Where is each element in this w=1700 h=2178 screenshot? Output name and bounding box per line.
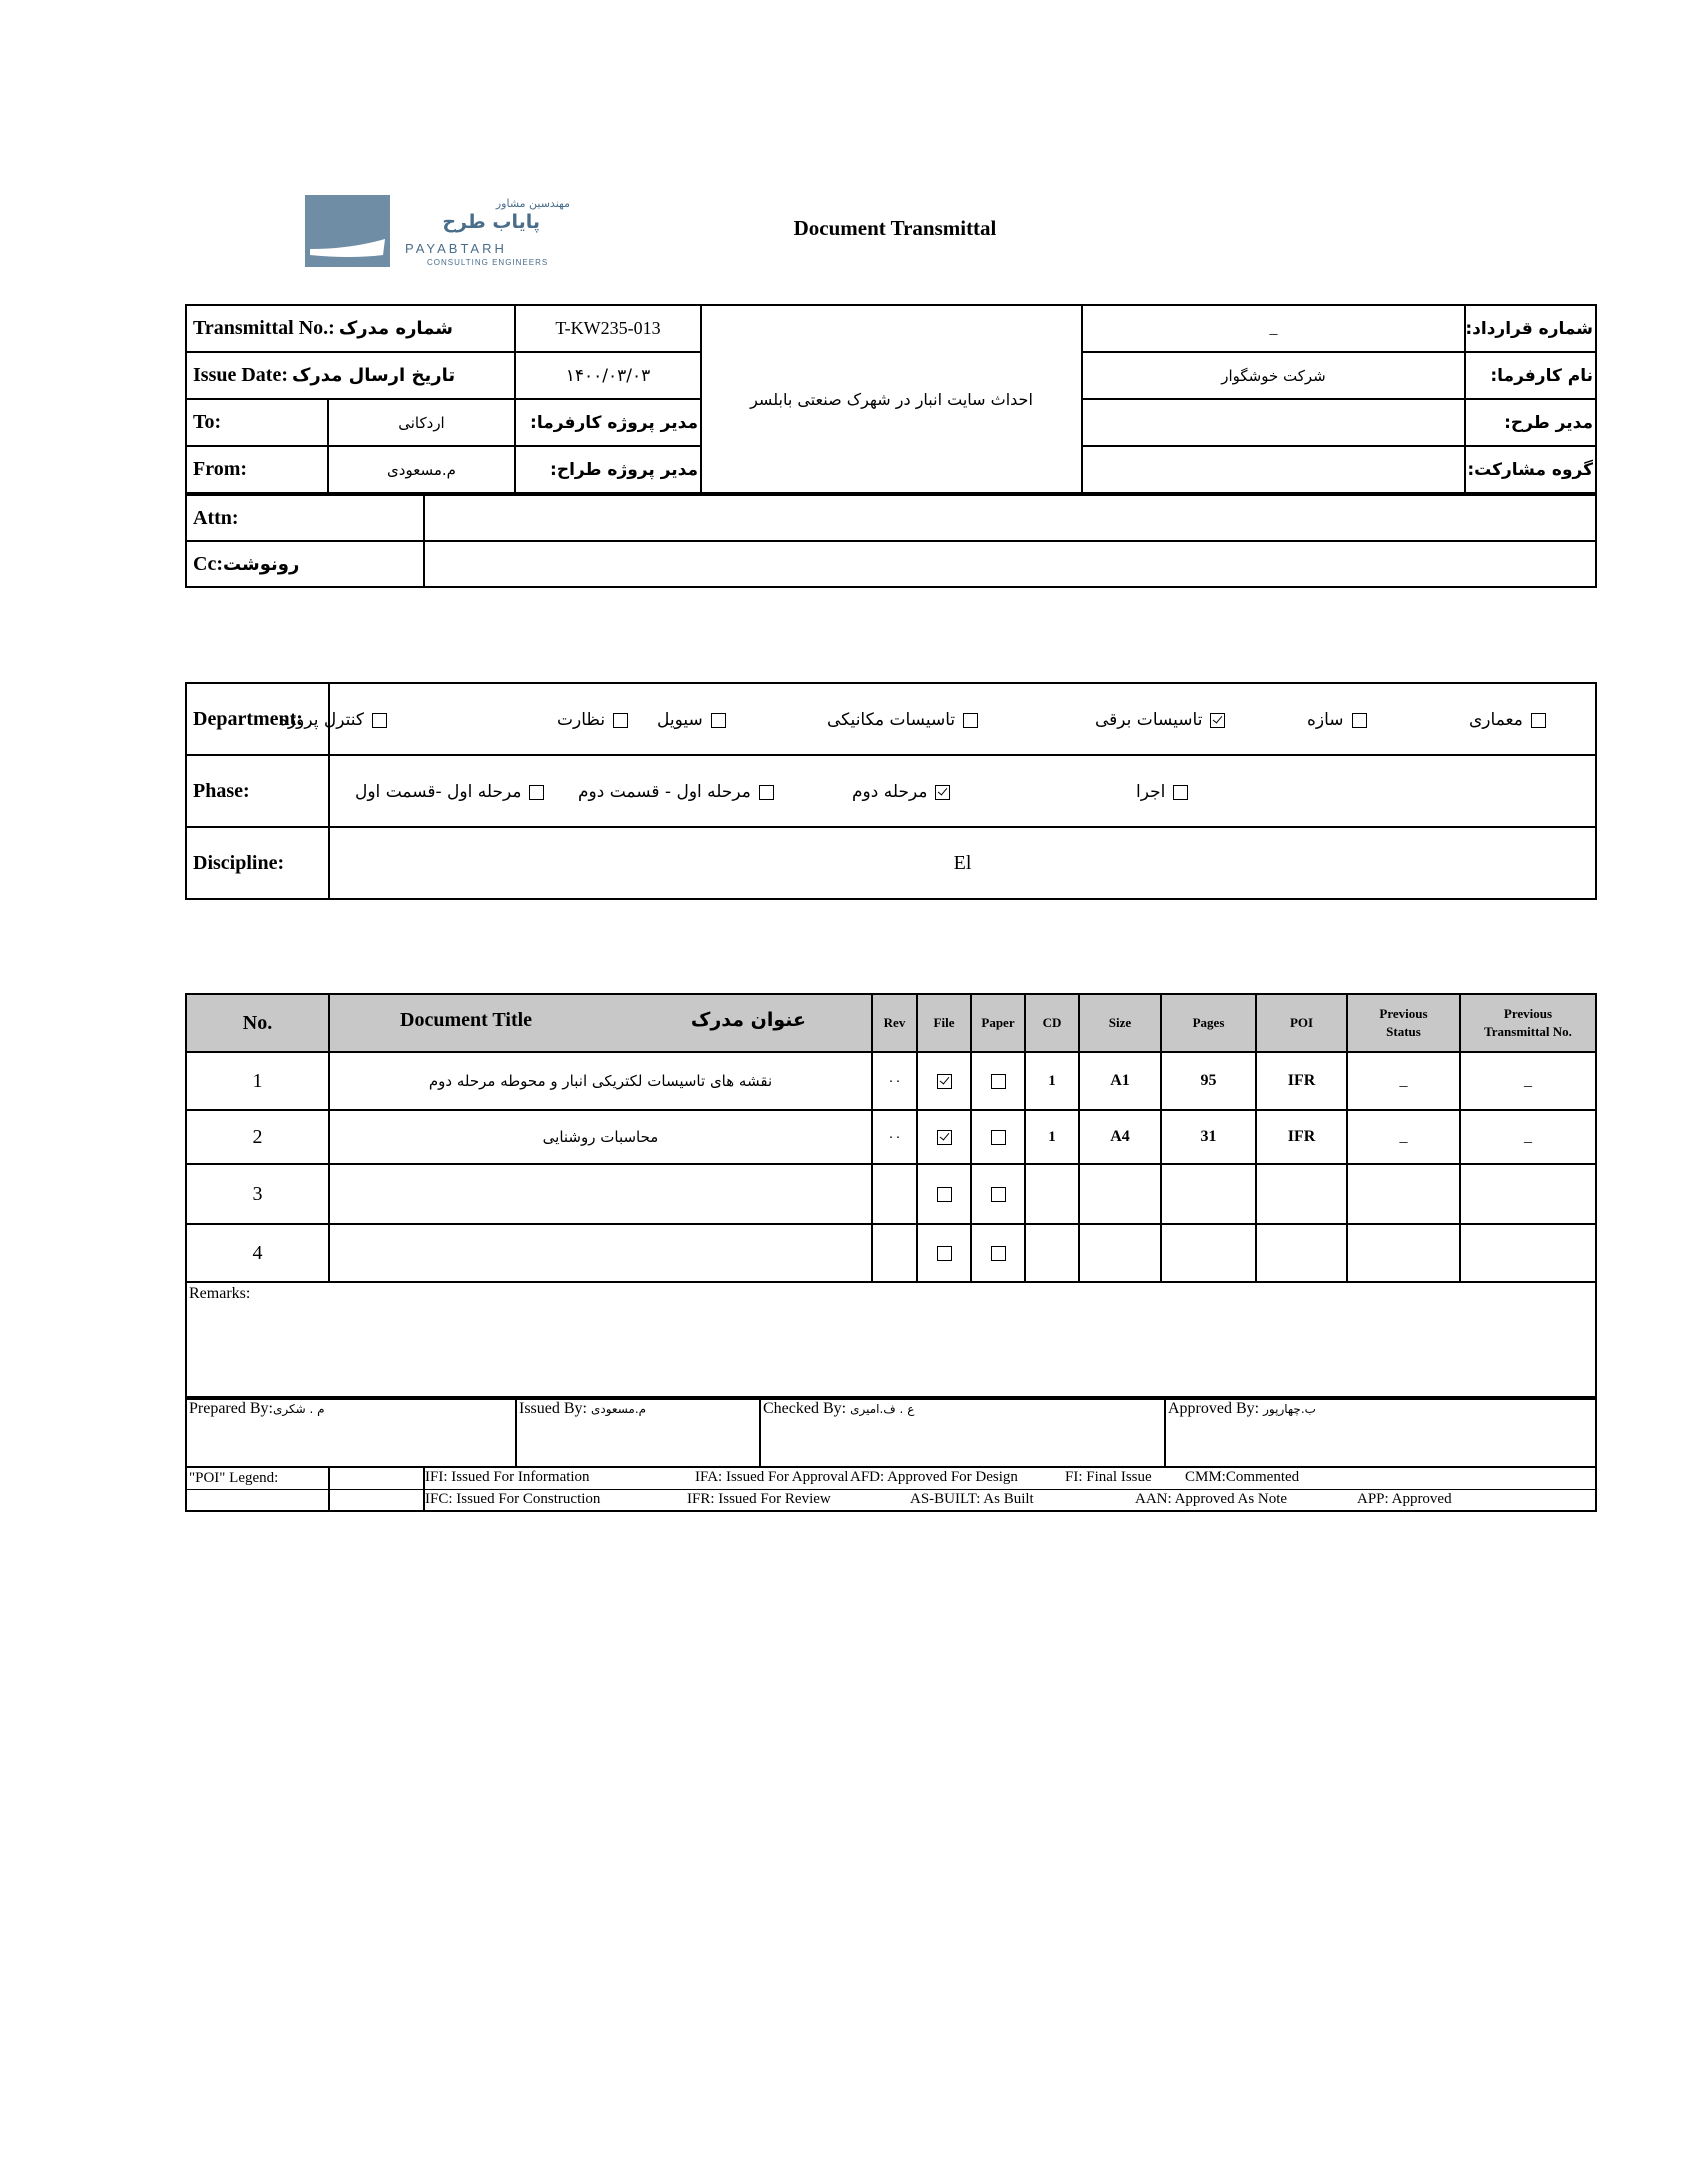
phase-option[interactable]: [1136, 756, 1188, 828]
row-pages: [1161, 1224, 1256, 1282]
row-no: 3: [186, 1164, 329, 1224]
contract-no-label: شماره قرارداد:: [1465, 305, 1596, 352]
checkbox-icon[interactable]: [937, 1246, 952, 1261]
poi-legend-entry: IFI: Issued For Information: [425, 1469, 590, 1485]
row-paper-cell: [971, 1164, 1025, 1224]
department-option[interactable]: [1095, 684, 1225, 756]
col-header-title: [329, 994, 872, 1052]
department-option-label: سازه: [1307, 710, 1344, 730]
checkbox-icon[interactable]: [529, 785, 544, 800]
department-option-label: تاسیسات مکانیکی: [827, 710, 956, 730]
classification-table: [185, 682, 1597, 900]
issue-date-label-en: Issue Date:: [193, 364, 288, 386]
logo-emblem-icon: [305, 195, 390, 267]
phase-option[interactable]: [355, 756, 544, 828]
checked-checkbox-icon[interactable]: [935, 785, 950, 800]
cc-label-cell: [186, 541, 424, 587]
checked-by-value: ع . ف.امیری: [850, 1402, 915, 1416]
row-file-cell: [917, 1110, 971, 1164]
row-prev-status: _: [1347, 1110, 1460, 1164]
row-no: 4: [186, 1224, 329, 1282]
prepared-by-label: Prepared By:: [189, 1400, 273, 1417]
table-row: [186, 1164, 1596, 1224]
department-option-label: نظارت: [557, 710, 606, 730]
poi-legend-entry: CMM:Commented: [1185, 1469, 1300, 1485]
row-pages: 31: [1161, 1110, 1256, 1164]
to-label: To:: [186, 399, 328, 446]
checked-checkbox-icon[interactable]: [937, 1074, 952, 1089]
row-cd: 1: [1025, 1110, 1079, 1164]
row-title: [329, 1164, 872, 1224]
prepared-by-cell: [186, 1397, 516, 1467]
checkbox-icon[interactable]: [1352, 713, 1367, 728]
client-pm-label: مدیر پروژه کارفرما:: [515, 399, 701, 446]
col-header-prev-status-line2: Status: [1386, 1024, 1421, 1039]
col-header-title-en: Document Title: [400, 1009, 533, 1031]
issue-date-label-fa: تاریخ ارسال مدرک: [292, 365, 456, 386]
poi-legend-label: "POI" Legend:: [186, 1467, 329, 1489]
department-option[interactable]: [279, 684, 387, 756]
from-value: م.مسعودی: [328, 446, 515, 493]
col-header-size: Size: [1079, 994, 1161, 1052]
department-option-label: سیویل: [657, 710, 703, 730]
prepared-by-value: م . شکری: [272, 1402, 325, 1416]
transmittal-no-value: T-KW235-013: [515, 305, 701, 352]
checkbox-icon[interactable]: [1173, 785, 1188, 800]
issue-date-label-cell: [186, 352, 515, 399]
designer-pm-label: مدیر پروژه طراح:: [515, 446, 701, 493]
design-manager-value: [1082, 399, 1465, 446]
row-size: [1079, 1164, 1161, 1224]
department-options: [279, 683, 1596, 755]
poi-legend-entry: AAN: Approved As Note: [1135, 1490, 1288, 1507]
phase-option-label: مرحله دوم: [852, 782, 928, 802]
table-row: [186, 1110, 1596, 1164]
table-row: [186, 1224, 1596, 1282]
department-option[interactable]: [1469, 684, 1546, 756]
row-pages: 95: [1161, 1052, 1256, 1110]
checkbox-icon[interactable]: [991, 1130, 1006, 1145]
cc-label-fa: رونوشت: [222, 553, 300, 575]
approved-by-cell: [1165, 1397, 1596, 1467]
col-header-cd: CD: [1025, 994, 1079, 1052]
row-prev-status: _: [1347, 1052, 1460, 1110]
transmittal-no-label-fa: شماره مدرک: [338, 318, 453, 339]
row-prev-transmittal: [1460, 1164, 1596, 1224]
row-size: A1: [1079, 1052, 1161, 1110]
checked-by-label: Checked By:: [763, 1400, 847, 1417]
row-rev: ۰۰: [872, 1110, 917, 1164]
cc-label-en: Cc:: [193, 552, 223, 575]
checkbox-icon[interactable]: [963, 713, 978, 728]
col-header-rev: Rev: [872, 994, 917, 1052]
department-option-label: کنترل پروژه: [279, 710, 364, 730]
row-title: نقشه های تاسیسات لکتریکی انبار و محوطه مرحله دوم: [329, 1052, 872, 1110]
col-header-prev-transmittal-line2: Transmittal No.: [1484, 1024, 1572, 1039]
remarks-label: Remarks:: [189, 1285, 251, 1302]
row-no: 1: [186, 1052, 329, 1110]
approved-by-label: Approved By:: [1168, 1400, 1260, 1417]
row-cd: [1025, 1224, 1079, 1282]
attn-value: [424, 495, 1596, 541]
row-prev-transmittal: _: [1460, 1052, 1596, 1110]
poi-legend-line1: [424, 1467, 1596, 1489]
row-rev: ۰۰: [872, 1052, 917, 1110]
approved-by-value: ب.چهارپور: [1263, 1402, 1316, 1416]
row-paper-cell: [971, 1110, 1025, 1164]
row-no: 2: [186, 1110, 329, 1164]
poi-legend-empty: [186, 1489, 329, 1511]
poi-legend-table: [185, 1466, 1597, 1512]
col-header-prev-transmittal: [1460, 994, 1596, 1052]
phase-options: [329, 755, 1596, 827]
phase-label: Phase:: [186, 755, 329, 827]
client-label: نام کارفرما:: [1465, 352, 1596, 399]
row-prev-status: [1347, 1224, 1460, 1282]
poi-legend-entry: AFD: Approved For Design: [850, 1469, 1018, 1485]
attn-cc-table: [185, 494, 1597, 588]
poi-legend-entry: IFA: Issued For Approval: [695, 1469, 849, 1485]
poi-legend-spacer-2: [329, 1489, 424, 1511]
row-prev-status: [1347, 1164, 1460, 1224]
checkbox-icon[interactable]: [711, 713, 726, 728]
row-size: [1079, 1224, 1161, 1282]
checked-checkbox-icon[interactable]: [1210, 713, 1225, 728]
header-info-table: [185, 304, 1597, 494]
row-rev: [872, 1164, 917, 1224]
logo-fa-line2: پایاب طرح: [442, 211, 540, 233]
discipline-label: Discipline:: [186, 827, 329, 899]
col-header-no: No.: [186, 994, 329, 1052]
row-rev: [872, 1224, 917, 1282]
row-prev-transmittal: [1460, 1224, 1596, 1282]
department-option[interactable]: [657, 684, 726, 756]
phase-option-label: مرحله اول - قسمت دوم: [578, 782, 751, 802]
poi-legend-entry: AS-BUILT: As Built: [910, 1490, 1034, 1507]
row-poi: [1256, 1164, 1347, 1224]
col-header-file: File: [917, 994, 971, 1052]
issued-by-cell: [516, 1397, 760, 1467]
poi-legend-entry: FI: Final Issue: [1065, 1469, 1152, 1485]
row-file-cell: [917, 1052, 971, 1110]
remarks-cell: [186, 1282, 1596, 1399]
col-header-paper: Paper: [971, 994, 1025, 1052]
logo-emblem: [305, 195, 390, 267]
partnership-label: گروه مشارکت:: [1465, 446, 1596, 493]
department-option[interactable]: [827, 684, 978, 756]
department-option-label: تاسیسات برقی: [1095, 710, 1203, 730]
poi-legend-entry: IFR: Issued For Review: [687, 1490, 831, 1507]
checkbox-icon[interactable]: [937, 1187, 952, 1202]
table-row: [186, 1052, 1596, 1110]
poi-legend-line2: [424, 1489, 1596, 1511]
company-logo: [305, 195, 570, 275]
checkbox-icon[interactable]: [991, 1246, 1006, 1261]
transmittal-no-label-en: Transmittal No.:: [193, 317, 335, 339]
row-poi: [1256, 1224, 1347, 1282]
to-value: اردکانی: [328, 399, 515, 446]
col-header-prev-status-line1: Previous: [1379, 1006, 1428, 1021]
from-label: From:: [186, 446, 328, 493]
transmittal-no-label-cell: [186, 305, 515, 352]
partnership-value: [1082, 446, 1465, 493]
col-header-pages: Pages: [1161, 994, 1256, 1052]
row-paper-cell: [971, 1224, 1025, 1282]
client-value: شرکت خوشگوار: [1082, 352, 1465, 399]
phase-option-label: مرحله اول -قسمت اول: [355, 782, 522, 802]
col-header-prev-transmittal-line1: Previous: [1503, 1006, 1553, 1021]
logo-en-sub: CONSULTING ENGINEERS: [427, 258, 549, 267]
phase-option[interactable]: [578, 756, 774, 828]
phase-option-label: اجرا: [1136, 782, 1166, 802]
row-title: محاسبات روشنایی: [329, 1110, 872, 1164]
row-poi: IFR: [1256, 1052, 1347, 1110]
checkbox-icon[interactable]: [991, 1074, 1006, 1089]
row-pages: [1161, 1164, 1256, 1224]
issued-by-value: م.مسعودی: [591, 1402, 647, 1416]
row-file-cell: [917, 1164, 971, 1224]
col-header-prev-status: [1347, 994, 1460, 1052]
checked-by-cell: [760, 1397, 1165, 1467]
page-title: Document Transmittal: [793, 216, 997, 240]
row-paper-cell: [971, 1052, 1025, 1110]
contract-no-value: _: [1082, 305, 1465, 352]
checkbox-icon[interactable]: [372, 713, 387, 728]
checkbox-icon[interactable]: [613, 713, 628, 728]
documents-table: [185, 993, 1597, 1400]
row-file-cell: [917, 1224, 971, 1282]
discipline-value: El: [329, 827, 1596, 899]
logo-en-name: PAYABTARH: [405, 241, 507, 256]
signatures-table: [185, 1396, 1597, 1468]
design-manager-label: مدیر طرح:: [1465, 399, 1596, 446]
department-option-label: معماری: [1469, 710, 1523, 730]
row-cd: 1: [1025, 1052, 1079, 1110]
row-size: A4: [1079, 1110, 1161, 1164]
poi-legend-entry: IFC: Issued For Construction: [425, 1490, 601, 1507]
project-title: احداث سایت انبار در شهرک صنعتی بابلسر: [701, 305, 1082, 493]
issue-date-value: ۱۴۰۰/۰۳/۰۳: [515, 352, 701, 399]
issued-by-label: Issued By:: [519, 1400, 587, 1417]
checkbox-icon[interactable]: [759, 785, 774, 800]
attn-label: Attn:: [186, 495, 424, 541]
checkbox-icon[interactable]: [991, 1187, 1006, 1202]
checkbox-icon[interactable]: [1531, 713, 1546, 728]
cc-value: [424, 541, 1596, 587]
department-option[interactable]: [557, 684, 628, 756]
checked-checkbox-icon[interactable]: [937, 1130, 952, 1145]
poi-legend-spacer: [329, 1467, 424, 1489]
poi-legend-entry: APP: Approved: [1357, 1490, 1452, 1507]
row-poi: IFR: [1256, 1110, 1347, 1164]
row-cd: [1025, 1164, 1079, 1224]
col-header-title-fa: عنوان مدرک: [690, 1009, 806, 1031]
col-header-poi: POI: [1256, 994, 1347, 1052]
logo-fa-line1: مهندسین مشاور: [495, 197, 570, 210]
department-option[interactable]: [1307, 684, 1367, 756]
row-prev-transmittal: _: [1460, 1110, 1596, 1164]
department-label: Department:: [186, 683, 329, 755]
row-title: [329, 1224, 872, 1282]
phase-option[interactable]: [852, 756, 950, 828]
